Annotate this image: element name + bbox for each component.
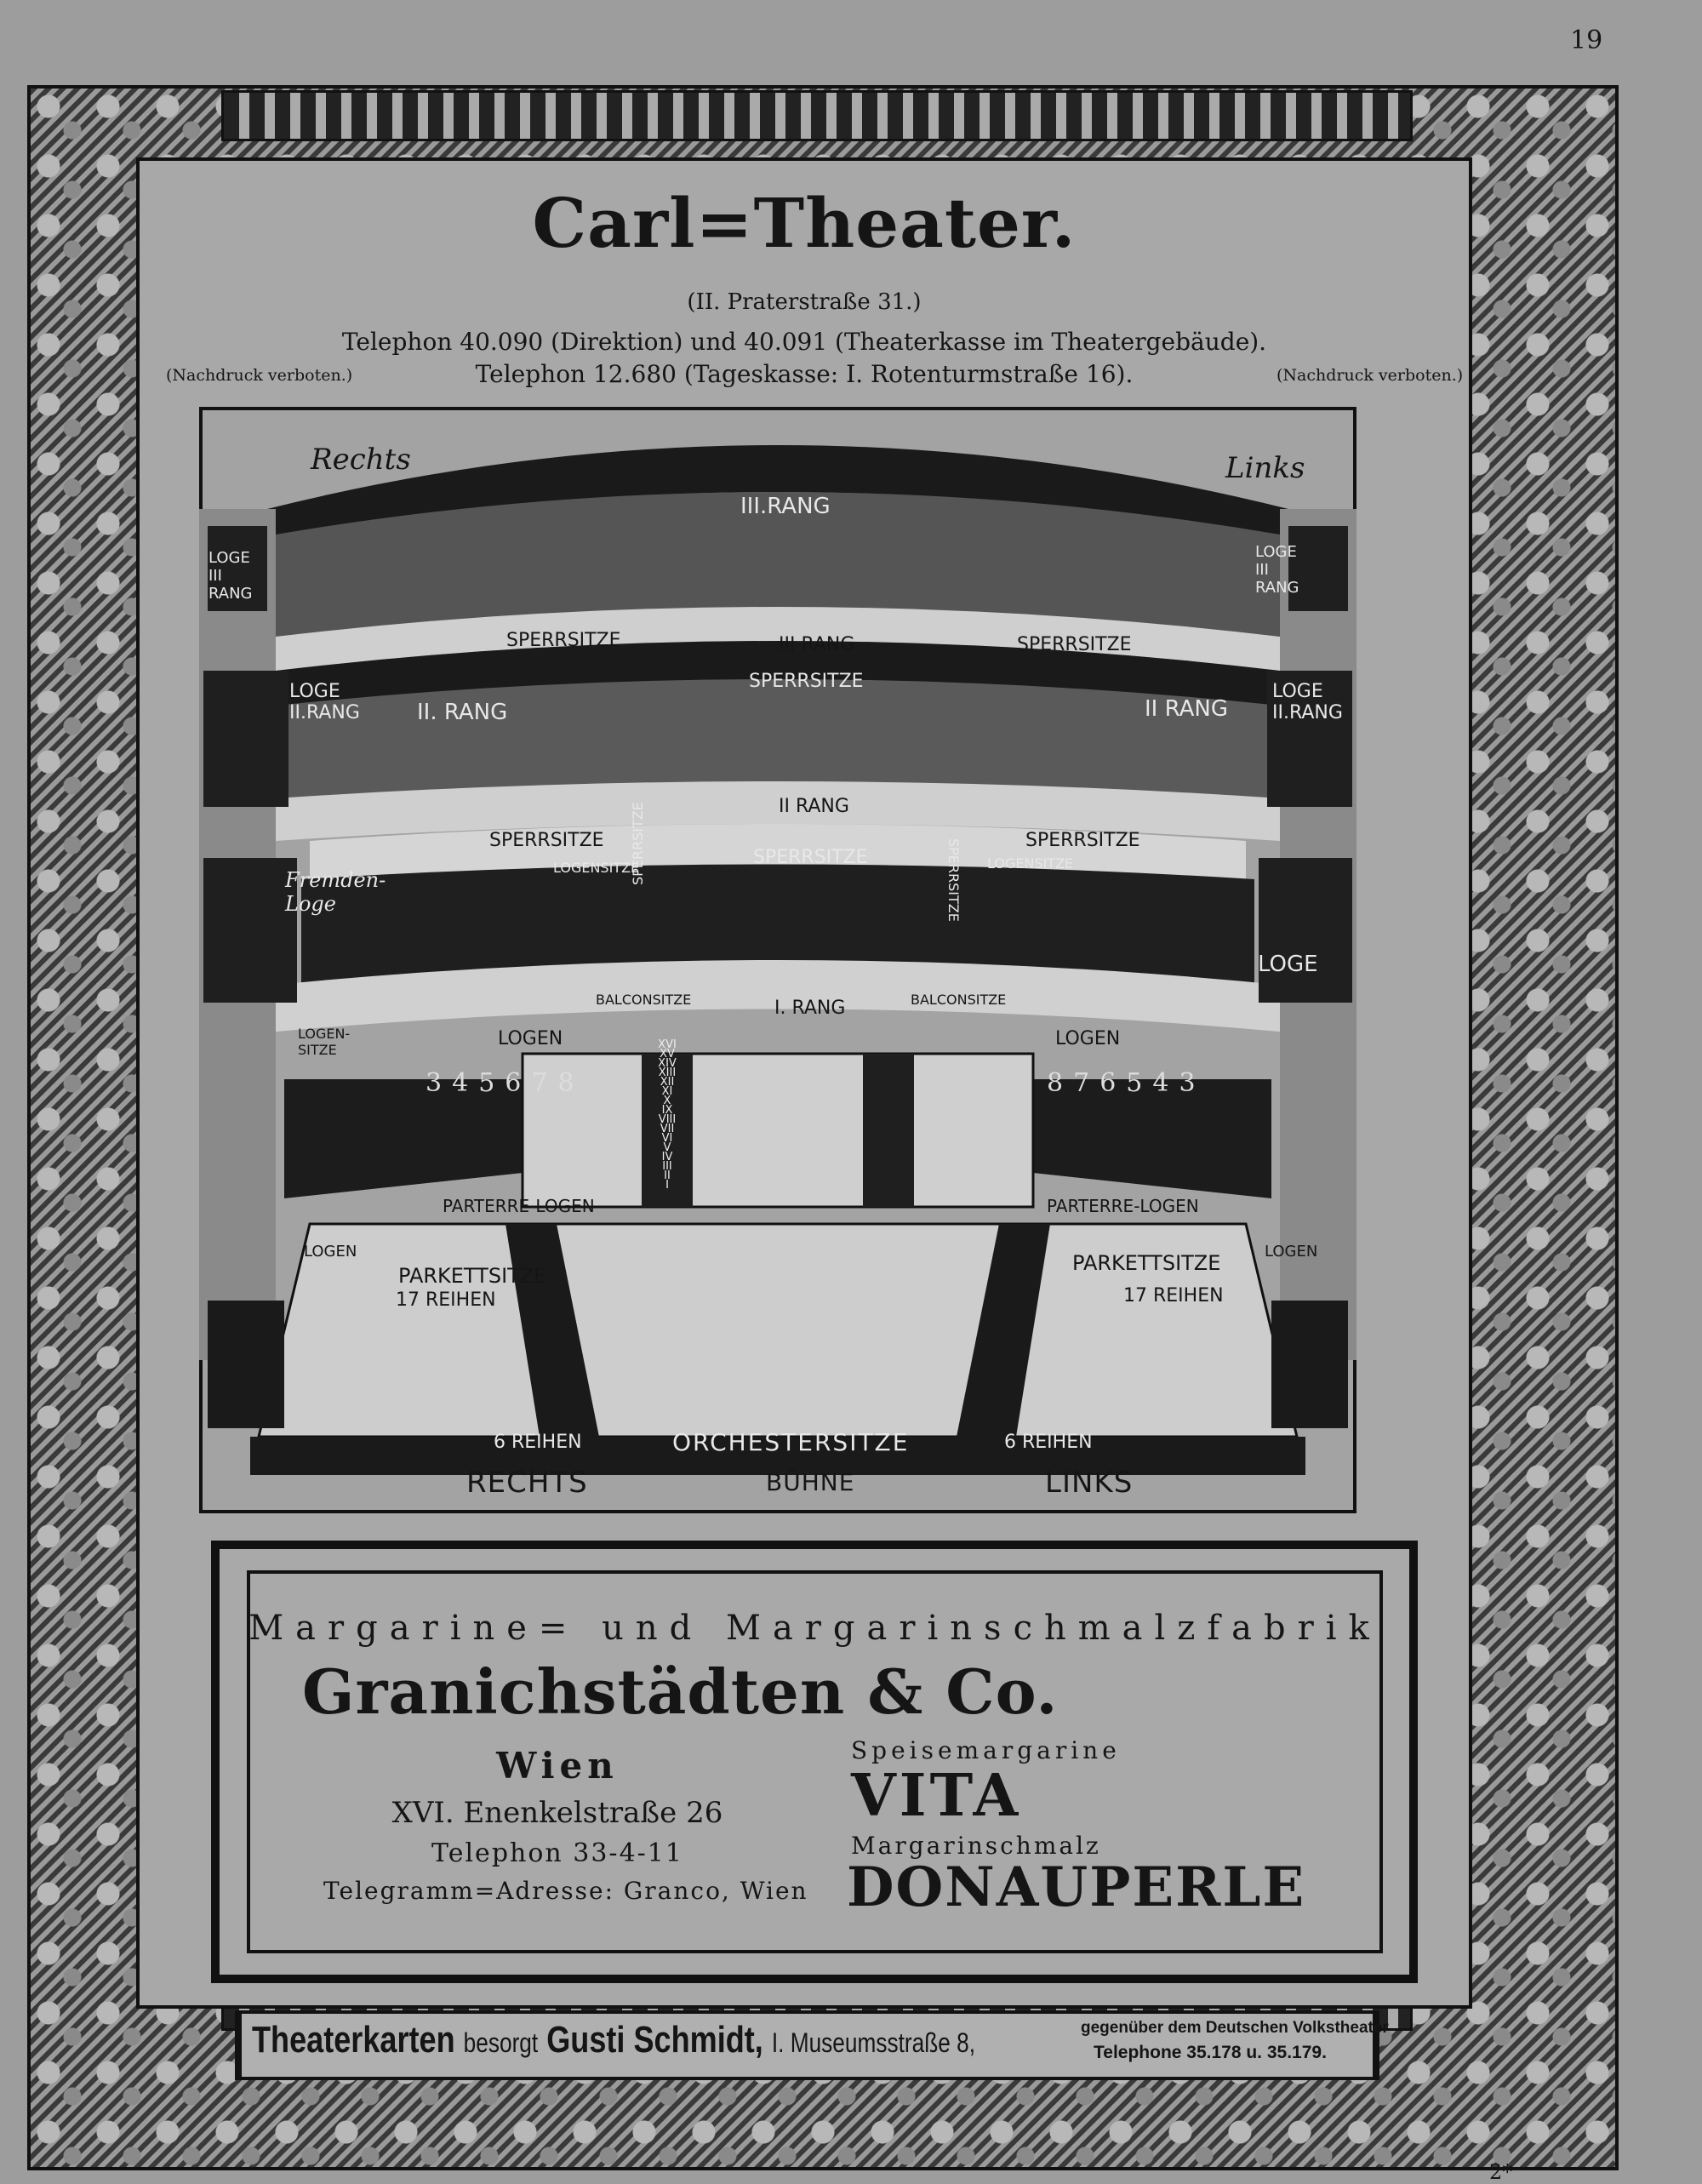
label-sperrsitze-3-left: SPERRSITZE: [506, 630, 621, 651]
telephone-line-1: Telephon 40.090 (Direktion) und 40.091 (Theaterkasse im Theatergebäude).: [341, 328, 1267, 356]
door-right: [1271, 1301, 1348, 1428]
label-links-corner: Links: [1225, 451, 1305, 485]
theater-address: (II. Praterstraße 31.): [687, 289, 922, 315]
copyright-notice-left: (Nachdruck verboten.): [166, 366, 353, 385]
label-balconsitze-right: BALCONSITZE: [911, 992, 1007, 1008]
label-sperrsitze-vertical-left: SPERRSITZE: [630, 802, 646, 885]
loge-number: 5: [1126, 1068, 1153, 1098]
ticket-banner-text: [252, 2019, 975, 2061]
loge-number: 6: [505, 1068, 532, 1098]
label-logen-door-left: LOGEN: [304, 1243, 357, 1261]
label-rang3: III.RANG: [740, 494, 831, 519]
row-numeral: XV: [660, 1048, 675, 1061]
ad-firm-name: Granichstädten & Co.: [302, 1655, 1059, 1728]
label-parterre-logen-right: PARTERRE-LOGEN: [1047, 1196, 1199, 1216]
label-sperrsitze-3-right: SPERRSITZE: [1017, 634, 1132, 655]
label-rang2-sperrsitze: SPERRSITZE: [749, 671, 864, 692]
ad-product2-name: DONAUPERLE: [847, 1855, 1306, 1919]
label-logen-left: LOGEN: [498, 1028, 563, 1049]
row-numeral: III: [662, 1160, 672, 1173]
printer-signature: 2*: [1489, 2160, 1513, 2184]
label-fremdenloge: Fremden-Loge: [285, 868, 386, 916]
ad-telephone: Telephon 33-4-11: [431, 1838, 683, 1868]
ad-telegram-address: Telegramm=Adresse: Granco, Wien: [323, 1877, 808, 1905]
row-numeral-list: [642, 1040, 693, 1190]
label-rechts-bottom: RECHTS: [466, 1466, 588, 1500]
label-balconsitze-left: BALCONSITZE: [596, 992, 692, 1008]
label-loge-right: LOGE: [1258, 952, 1318, 977]
row-numeral: VII: [660, 1123, 675, 1135]
label-sperrsitze-2-right: SPERRSITZE: [1025, 830, 1140, 851]
row-numeral: XII: [660, 1076, 675, 1089]
copyright-notice-right: (Nachdruck verboten.): [1276, 366, 1464, 385]
banner-besorgt: besorgt: [463, 2027, 539, 2058]
theater-title: Carl=Theater.: [532, 183, 1077, 263]
row-numeral: VI: [661, 1132, 673, 1145]
label-loge2-left: LOGE II.RANG: [289, 681, 360, 723]
label-orchestersitze: ORCHESTERSITZE: [672, 1428, 910, 1456]
label-logensitze-small: LOGEN-SITZE: [298, 1026, 351, 1058]
label-rang2-left: II. RANG: [417, 700, 508, 725]
label-sperrsitze-vertical-right: SPERRSITZE: [945, 838, 962, 922]
ad-factory-line: Margarine= und Margarinschmalzfabrik: [248, 1609, 1381, 1648]
loge-number: 4: [1152, 1068, 1179, 1098]
label-rang1-sperrsitze: SPERRSITZE: [753, 847, 868, 868]
ornament-band-top: [221, 90, 1413, 141]
label-rechts-corner: Rechts: [311, 443, 411, 477]
label-parterre-logen-left: PARTERRE-LOGEN: [443, 1196, 595, 1216]
label-logen-door-right: LOGEN: [1265, 1243, 1318, 1261]
label-logensitze-right: LOGENSITZE: [987, 855, 1074, 872]
label-17-reihen-right: 17 REIHEN: [1123, 1285, 1224, 1306]
row-numeral: XI: [661, 1085, 673, 1098]
row-numeral: IX: [661, 1104, 673, 1117]
loge-number: 5: [478, 1068, 505, 1098]
label-6-reihen-right: 6 REIHEN: [1004, 1432, 1093, 1453]
label-buehne: BÜHNE: [766, 1468, 855, 1496]
row-numeral: II: [664, 1169, 671, 1182]
banner-theaterkarten: Theaterkarten: [252, 2019, 455, 2061]
label-parkettsitze-right: PARKETTSITZE: [1072, 1251, 1221, 1275]
label-rang2-right: II RANG: [1145, 696, 1228, 722]
label-links-bottom: LINKS: [1045, 1466, 1134, 1500]
ad-product1-label: Speisemargarine: [851, 1736, 1121, 1764]
loge-number: 7: [1073, 1068, 1100, 1098]
banner-telephones: Telephone 35.178 u. 35.179.: [1094, 2043, 1327, 2062]
row-numeral: I: [665, 1179, 669, 1192]
page-number: 19: [1570, 26, 1603, 55]
banner-name: Gusti Schmidt,: [546, 2019, 763, 2061]
center-column: [523, 1054, 1033, 1207]
ad-product1-name: VITA: [851, 1762, 1022, 1830]
label-loge2-right: LOGE II.RANG: [1272, 681, 1343, 723]
loge-number: 3: [426, 1068, 453, 1098]
loge-right-box: [1259, 858, 1352, 1003]
label-parkettsitze-left: PARKETTSITZE: [398, 1264, 547, 1288]
label-sperrsitze-2-left: SPERRSITZE: [489, 830, 604, 851]
label-rang2-bottom: II RANG: [779, 796, 849, 817]
loge-number: 8: [557, 1068, 585, 1098]
row-numeral: VIII: [658, 1113, 677, 1126]
row-numeral-column-right: [863, 1054, 914, 1207]
loge2-left-box: [203, 671, 288, 807]
banner-location-note: gegenüber dem Deutschen Volkstheater: [1081, 2019, 1389, 2037]
loge-number: 3: [1179, 1068, 1206, 1098]
fremdenloge-box: [203, 858, 297, 1003]
seating-plan-drawing: [199, 407, 1356, 1513]
loge-number: 8: [1047, 1068, 1074, 1098]
label-rang1: I. RANG: [774, 998, 846, 1019]
label-6-reihen-left: 6 REIHEN: [494, 1432, 582, 1453]
telephone-line-2: Telephon 12.680 (Tageskasse: I. Rotenturmstraße 16).: [475, 360, 1134, 388]
loge-number: 4: [452, 1068, 479, 1098]
row-numeral: XIV: [658, 1057, 677, 1070]
ad-product2-label: Margarinschmalz: [851, 1832, 1101, 1860]
loge-number: 7: [531, 1068, 558, 1098]
label-loge3-right: LOGE III RANG: [1255, 543, 1299, 597]
row-numeral: XVI: [658, 1038, 677, 1051]
rang1-loge-numbers-left: [426, 1068, 585, 1098]
ad-address: XVI. Enenkelstraße 26: [391, 1796, 723, 1830]
ad-city: Wien: [496, 1745, 619, 1787]
banner-address: I. Museumsstraße 8,: [771, 2027, 975, 2058]
door-left: [208, 1301, 284, 1428]
row-numeral: XIII: [658, 1066, 677, 1079]
row-numeral: IV: [661, 1151, 673, 1163]
label-17-reihen-left: 17 REIHEN: [396, 1289, 496, 1311]
row-numeral: V: [663, 1141, 671, 1154]
label-loge3-left: LOGE III RANG: [208, 549, 253, 603]
label-logen-right: LOGEN: [1055, 1028, 1121, 1049]
row-numeral: X: [663, 1095, 671, 1107]
label-logensitze-left: LOGENSITZE: [553, 860, 640, 876]
loge-number: 6: [1099, 1068, 1127, 1098]
label-rang3-bottom: III RANG: [779, 634, 855, 655]
rang1-loge-numbers-right: [1047, 1068, 1206, 1098]
